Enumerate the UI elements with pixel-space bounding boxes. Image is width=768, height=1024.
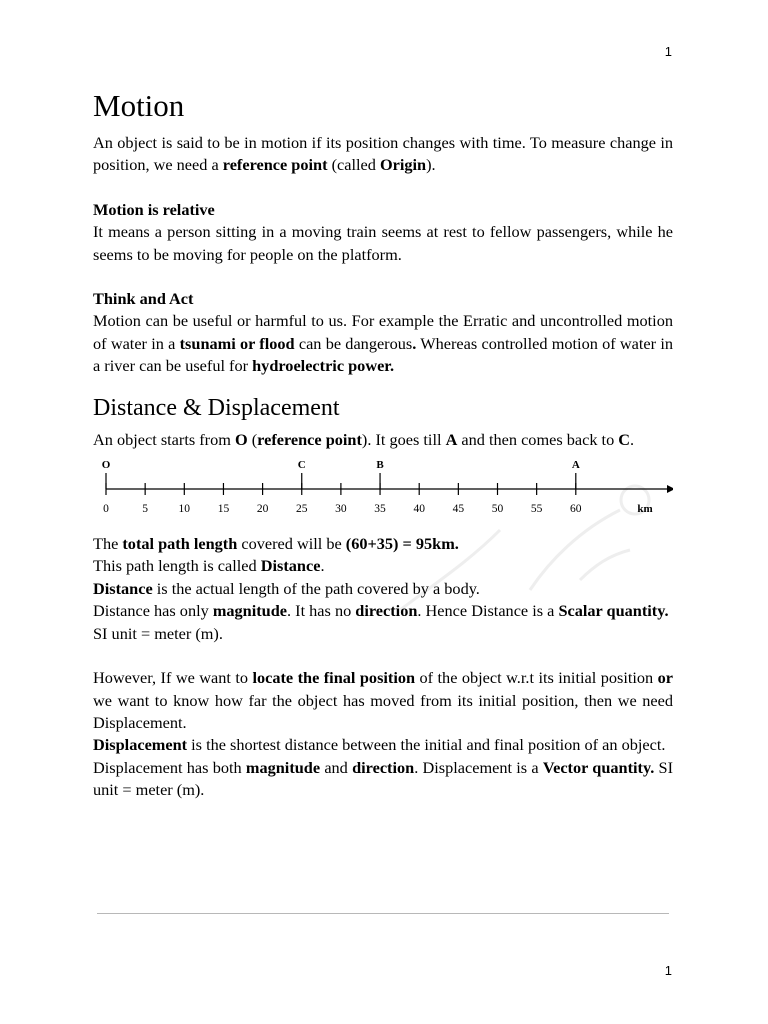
tick-label: 50 bbox=[491, 503, 504, 516]
page-number-top: 1 bbox=[664, 44, 672, 59]
think-and-act-text: Motion can be useful or harmful to us. For example the Erratic and uncontrolled motion of water in a tsunami or flood can be dangerous. Whereas controlled motion of water in a river can be useful for hydroelectric power. bbox=[93, 311, 674, 376]
think-and-act-heading: Think and Act bbox=[93, 289, 194, 309]
scalar-paragraph: Distance has only magnitude. It has no direction. Hence Distance is a Scalar quantity. bbox=[93, 601, 669, 621]
called-distance-paragraph: This path length is called Distance. bbox=[93, 556, 325, 576]
section-title-distance-displacement: Distance & Displacement bbox=[93, 394, 340, 421]
si-unit-line: SI unit = meter (m). bbox=[93, 623, 223, 643]
tick-label: 5 bbox=[142, 503, 149, 516]
displacement-definition: Displacement is the shortest distance between the initial and final position of an object. bbox=[93, 735, 666, 755]
tick-label: 55 bbox=[530, 503, 543, 516]
however-paragraph: However, If we want to locate the final position of the object w.r.t its initial position or we want to know how far the object has moved from its initial position, then we need Displacement. bbox=[93, 668, 673, 732]
distance-definition: Distance is the actual length of the path covered by a body. bbox=[93, 578, 480, 598]
point-label-o: O bbox=[101, 459, 111, 472]
intro-paragraph: An object is said to be in motion if its position changes with time. To measure change in position, we need a reference point (called Origin). bbox=[93, 133, 673, 175]
footer-divider bbox=[97, 913, 669, 914]
motion-relative-heading: Motion is relative bbox=[93, 199, 215, 219]
page-title: Motion bbox=[93, 88, 185, 123]
tick-label: 35 bbox=[374, 503, 386, 516]
motion-relative-text: It means a person sitting in a moving train seems at rest to fellow passengers, while he seems to be moving for people on the platform. bbox=[93, 222, 673, 264]
point-label-b: B bbox=[376, 459, 384, 472]
point-label-a: A bbox=[571, 459, 580, 472]
vector-paragraph: Displacement has both magnitude and direction. Displacement is a Vector quantity. SI unit = meter (m). bbox=[93, 757, 673, 800]
page-number-bottom: 1 bbox=[664, 963, 672, 978]
tick-label: 30 bbox=[335, 503, 347, 516]
unit-label: km bbox=[637, 503, 653, 516]
document-body bbox=[93, 86, 673, 802]
tick-label: 45 bbox=[452, 503, 465, 516]
number-line-diagram bbox=[93, 459, 673, 523]
tick-label: 60 bbox=[570, 503, 582, 516]
start-paragraph: An object starts from O (reference point). It goes till A and then comes back to C. bbox=[93, 429, 635, 449]
number-line-arrow bbox=[667, 485, 673, 493]
tick-label: 0 bbox=[103, 503, 109, 516]
total-path-paragraph: The total path length covered will be (60+35) = 95km. bbox=[93, 534, 459, 554]
tick-label: 40 bbox=[413, 503, 425, 516]
tick-label: 15 bbox=[217, 503, 230, 516]
point-label-c: C bbox=[297, 459, 306, 472]
tick-label: 10 bbox=[178, 503, 191, 516]
tick-label: 25 bbox=[296, 503, 308, 516]
tick-label: 20 bbox=[256, 503, 269, 516]
